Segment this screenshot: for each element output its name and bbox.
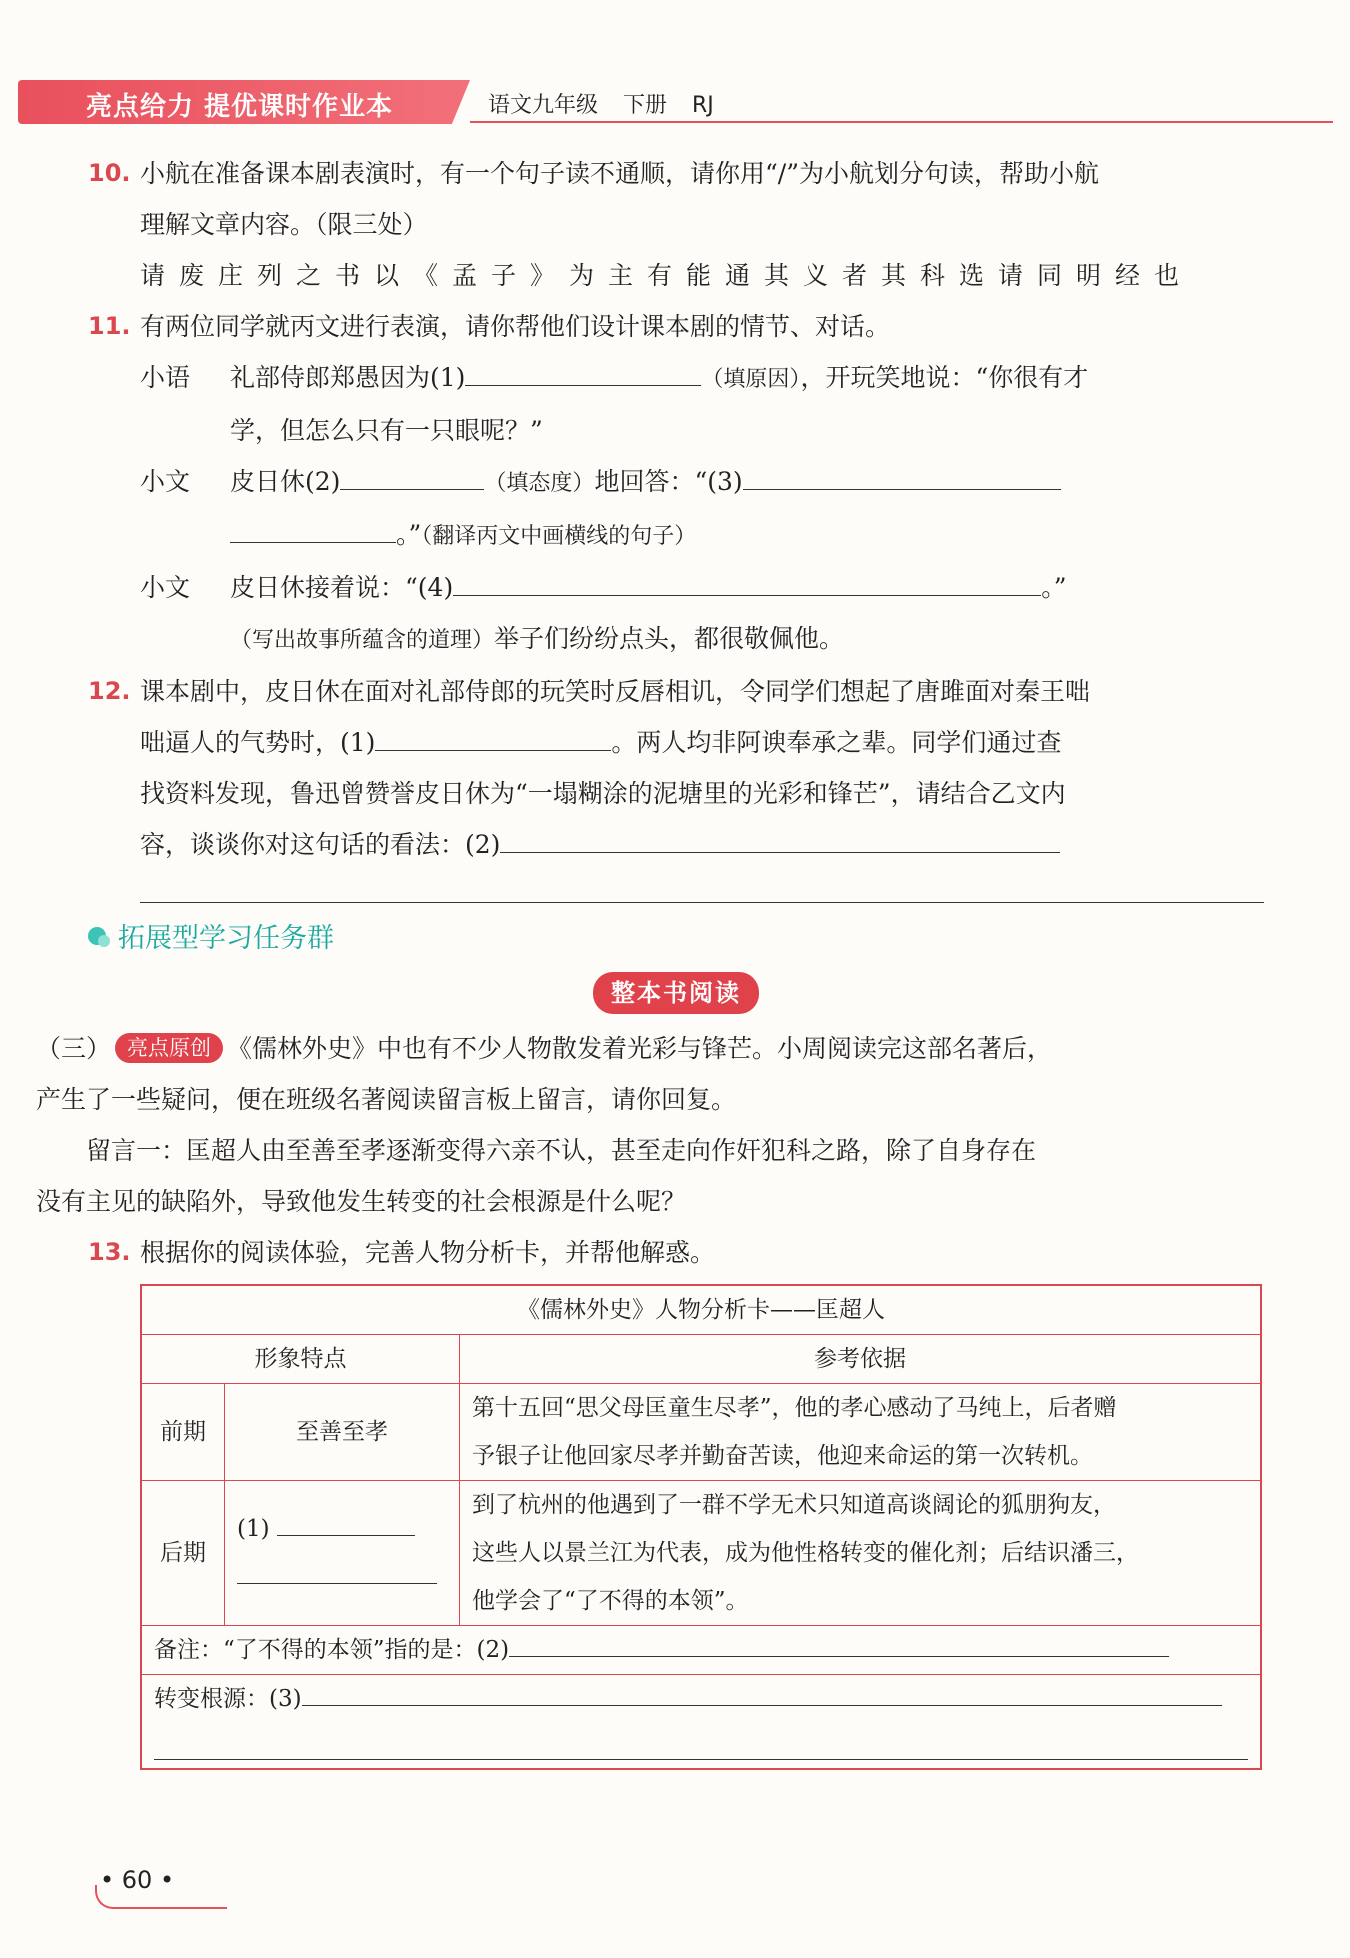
question-13 — [88, 1227, 1264, 1278]
late-label: 后期 — [141, 1481, 225, 1626]
question-text: 理解文章内容。（限三处） — [140, 210, 428, 239]
card-root: 转变根源：(3) — [141, 1675, 1261, 1770]
answer-blank[interactable] — [302, 1675, 1222, 1706]
reading-pill: 整本书阅读 — [593, 972, 759, 1014]
answer-blank[interactable] — [500, 822, 1060, 853]
question-text: 根据你的阅读体验，完善人物分析卡，并帮他解惑。 — [140, 1238, 716, 1267]
question-number: 13. — [88, 1238, 131, 1266]
question-number: 10. — [88, 159, 131, 187]
early-trait: 至善至孝 — [225, 1384, 460, 1481]
question-text: 小航在准备课本剧表演时，有一个句子读不通顺，请你用“/”为小航划分句读，帮助小航 — [140, 159, 1099, 188]
dialogue-line-2-cont: 。”（翻译丙文中画横线的句子） — [140, 509, 1264, 562]
late-trait: (1) — [225, 1481, 460, 1626]
question-12 — [88, 666, 1264, 870]
answer-blank[interactable] — [230, 512, 396, 543]
role-label: 小文 — [140, 573, 191, 602]
series-title: 亮点给力 提优课时作业本 — [86, 92, 394, 122]
message-text: 留言一：匡超人由至善至孝逐渐变得六亲不认，甚至走向作奸犯科之路，除了自身存在 — [86, 1136, 1037, 1165]
question-text: 咄逼人的气势时，(1) 。两人均非阿谀奉承之辈。同学们通过查 — [140, 717, 1264, 768]
question-10 — [88, 148, 1264, 301]
section-heading: 拓展型学习任务群 — [88, 913, 1264, 967]
part-three — [36, 1023, 1264, 1227]
answer-blank[interactable] — [340, 459, 484, 490]
answer-blank[interactable] — [453, 565, 1041, 596]
early-label: 前期 — [141, 1384, 225, 1481]
card-note: 备注：“了不得的本领”指的是：(2) — [141, 1626, 1261, 1675]
question-text: 有两位同学就丙文进行表演，请你帮他们设计课本剧的情节、对话。 — [140, 312, 891, 341]
answer-blank[interactable] — [237, 1553, 437, 1584]
question-text: 容，谈谈你对这句话的看法：(2) — [140, 819, 1264, 870]
answer-blank[interactable] — [509, 1626, 1169, 1657]
message-text: 没有主见的缺陷外，导致他发生转变的社会根源是什么呢？ — [36, 1187, 687, 1216]
answer-blank[interactable] — [465, 355, 701, 386]
classical-sentence: 请废庄列之书以《孟子》为主有能通其义者其科选请同明经也 — [140, 261, 1194, 290]
section-dot-icon — [98, 935, 110, 947]
early-basis: 第十五回“思父母匡童生尽孝”，他的孝心感动了马纯上，后者赠 予银子让他回家尽孝并勤奋苦读，他迎来命运的第一次转机。 — [460, 1384, 1262, 1481]
card-header-basis: 参考依据 — [460, 1335, 1262, 1384]
dialogue-line-2: 小文 皮日休(2) （填态度）地回答：“(3) — [140, 456, 1264, 509]
card-header-trait: 形象特点 — [141, 1335, 460, 1384]
part-three-intro: （三） 亮点原创 《儒林外史》中也有不少人物散发着光彩与锋芒。小周阅读完这部名著后， — [36, 1034, 1053, 1063]
answer-blank[interactable] — [375, 720, 611, 751]
dialogue-line-1-cont: 学，但怎么只有一只眼呢？” — [230, 416, 543, 445]
role-label: 小语 — [140, 363, 191, 392]
header-rule — [470, 121, 1333, 123]
card-title: 《儒林外史》人物分析卡——匡超人 — [141, 1285, 1261, 1335]
original-badge: 亮点原创 — [115, 1033, 223, 1063]
dialogue-line-3-cont: （写出故事所蕴含的道理）举子们纷纷点头，都很敬佩他。 — [230, 624, 845, 653]
page-number: • 60 • — [100, 1866, 175, 1894]
answer-blank[interactable] — [277, 1505, 415, 1536]
answer-line[interactable] — [154, 1723, 1248, 1760]
character-card — [140, 1284, 1262, 1770]
page-content — [36, 148, 1264, 1770]
question-text: 找资料发现，鲁迅曾赞誉皮日休为“一塌糊涂的泥塘里的光彩和锋芒”，请结合乙文内 — [140, 779, 1066, 808]
answer-blank[interactable] — [743, 459, 1061, 490]
role-label: 小文 — [140, 467, 191, 496]
part-three-text: 产生了一些疑问，便在班级名著阅读留言板上留言，请你回复。 — [36, 1085, 737, 1114]
reading-banner — [88, 967, 1264, 1023]
question-text: 课本剧中，皮日休在面对礼部侍郎的玩笑时反唇相讥，令同学们想起了唐雎面对秦王咄 — [140, 677, 1091, 706]
dialogue-line-3: 小文 皮日休接着说：“(4) 。” — [140, 562, 1264, 613]
question-11 — [88, 301, 1264, 666]
question-number: 12. — [88, 677, 131, 705]
question-number: 11. — [88, 312, 131, 340]
late-basis: 到了杭州的他遇到了一群不学无术只知道高谈阔论的狐朋狗友， 这些人以景兰江为代表，成为他性格转变的催化剂；后结识潘三， 他学会了“了不得的本领”。 — [460, 1481, 1262, 1626]
subject-info: 语文九年级 下册 RJ — [488, 93, 714, 118]
page-header — [18, 80, 1333, 124]
dialogue-line-1: 小语 礼部侍郎郑愚因为(1) （填原因），开玩笑地说：“你很有才 — [140, 352, 1264, 405]
